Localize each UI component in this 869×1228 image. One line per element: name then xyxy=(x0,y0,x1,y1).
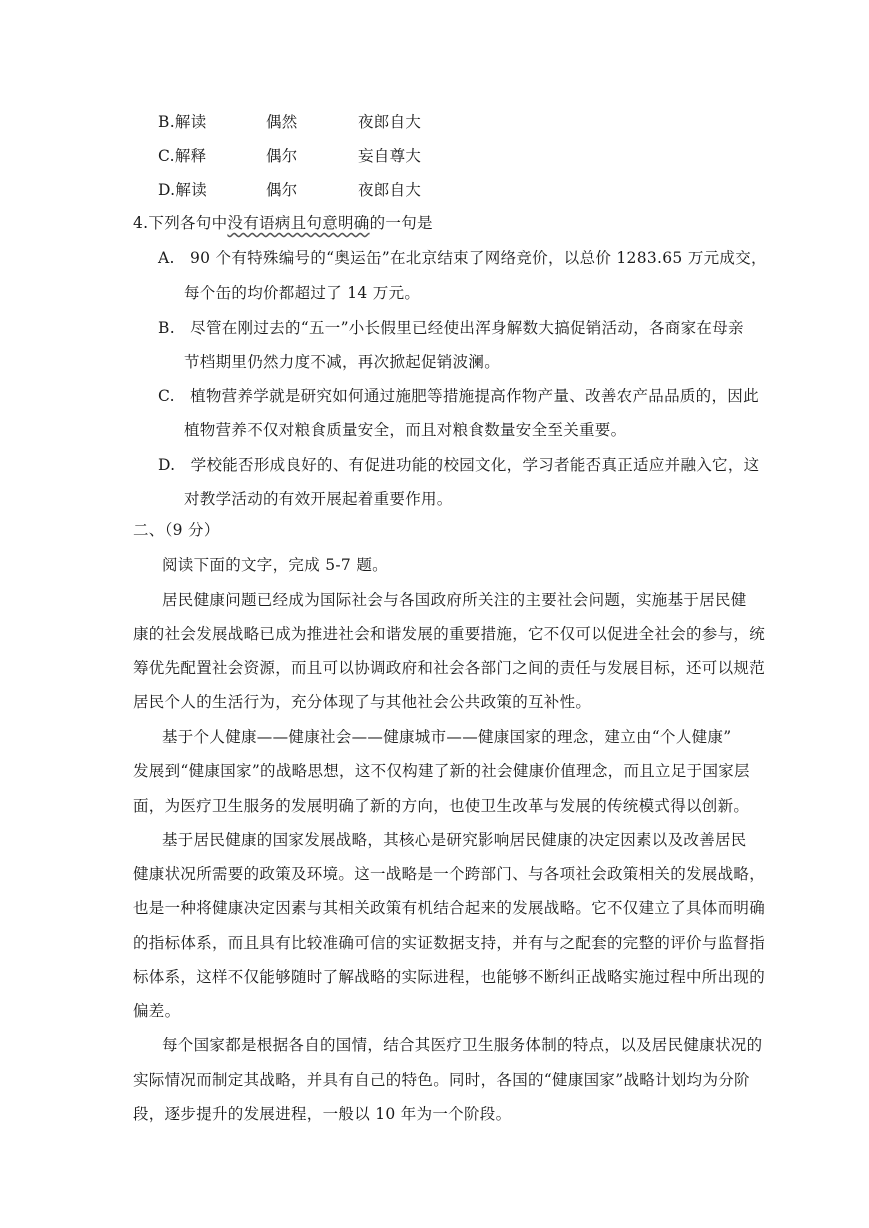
q4-stem xyxy=(133,213,433,233)
option-word: 妄自尊大 xyxy=(358,147,422,165)
passage-line: 筹优先配置社会资源，而且可以协调政府和社会各部门之间的责任与发展目标，还可以规范 xyxy=(133,659,766,677)
q4-option-a-line2: 每个缶的均价都超过了 14 万元。 xyxy=(184,284,421,302)
passage-line: 也是一种将健康决定因素与其相关政策有机结合起来的发展战略。它不仅建立了具体而明确 xyxy=(133,899,766,917)
passage-line: 标体系，这样不仅能够随时了解战略的实际进程，也能够不断纠正战略实施过程中所出现的 xyxy=(133,968,766,986)
option-word: 夜郎自大 xyxy=(358,113,422,131)
passage-line: 发展到“健康国家”的战略思想，这不仅构建了新的社会健康价值理念，而且立足于国家层 xyxy=(133,762,750,780)
q4-stem-prefix: 4.下列各句中 xyxy=(133,214,228,232)
q4-stem-suffix: 的一句是 xyxy=(369,214,433,232)
passage-line: 健康状况所需要的政策及环境。这一战略是一个跨部门、与各项社会政策相关的发展战略， xyxy=(133,865,766,883)
option-letter: D. xyxy=(158,456,176,474)
option-text: 90 个有特殊编号的“奥运缶”在北京结束了网络竞价，以总价 1283.65 万元成交， xyxy=(189,249,767,267)
option-label: D.解读 xyxy=(158,181,208,199)
option-text: 学校能否形成良好的、有促进功能的校园文化，学习者能否真正适应并融入它，这 xyxy=(190,456,760,474)
option-letter: A. xyxy=(158,249,175,267)
passage-line: 居民健康问题已经成为国际社会与各国政府所关注的主要社会问题，实施基于居民健 xyxy=(162,591,747,609)
passage-line: 基于个人健康——健康社会——健康城市——健康国家的理念，建立由“个人健康” xyxy=(162,728,732,746)
option-label: B.解读 xyxy=(158,113,207,131)
option-letter: B. xyxy=(158,319,175,337)
option-word: 偶尔 xyxy=(266,181,298,199)
option-word: 偶然 xyxy=(266,113,298,131)
passage-line: 偏差。 xyxy=(133,1002,181,1020)
section2-heading: 二、（9 分） xyxy=(133,521,220,539)
q4-stem-emphasis: 没有语病且句意明确 xyxy=(227,214,370,232)
passage-line: 段，逐步提升的发展进程，一般以 10 年为一个阶段。 xyxy=(133,1105,512,1123)
passage-line: 康的社会发展战略已成为推进社会和谐发展的重要措施，它不仅可以促进全社会的参与，统 xyxy=(133,625,766,643)
q4-option-a-line1 xyxy=(158,248,767,268)
passage-line: 每个国家都是根据各自的国情，结合其医疗卫生服务体制的特点，以及居民健康状况的 xyxy=(162,1036,763,1054)
q4-option-d-line1 xyxy=(158,455,759,475)
passage-line: 基于居民健康的国家发展战略，其核心是研究影响居民健康的决定因素以及改善居民 xyxy=(162,831,747,849)
q4-option-d-line2: 对教学活动的有效开展起着重要作用。 xyxy=(184,490,453,508)
option-letter: C. xyxy=(158,387,175,405)
q4-option-b-line2: 节档期里仍然力度不减，再次掀起促销波澜。 xyxy=(184,353,501,371)
q4-option-c-line2: 植物营养不仅对粮食质量安全，而且对粮食数量安全至关重要。 xyxy=(184,421,627,439)
option-text: 尽管在刚过去的“五一”小长假里已经使出浑身解数大搞促销活动，各商家在母亲 xyxy=(190,319,744,337)
passage-line: 实际情况而制定其战略，并具有自己的特色。同时，各国的“健康国家”战略计划均为分阶 xyxy=(133,1071,750,1089)
section2-instruction: 阅读下面的文字，完成 5-7 题。 xyxy=(162,556,388,574)
option-word: 偶尔 xyxy=(266,147,298,165)
q4-option-c-line1 xyxy=(158,386,759,406)
option-text: 植物营养学就是研究如何通过施肥等措施提高作物产量、改善农产品品质的，因此 xyxy=(190,387,759,405)
passage-line: 的指标体系，而且具有比较准确可信的实证数据支持，并有与之配套的完整的评价与监督指 xyxy=(133,934,766,952)
q4-option-b-line1 xyxy=(158,318,744,338)
passage-line: 面，为医疗卫生服务的发展明确了新的方向，也使卫生改革与发展的传统模式得以创新。 xyxy=(133,797,750,815)
passage-line: 居民个人的生活行为，充分体现了与其他社会公共政策的互补性。 xyxy=(133,693,592,711)
option-word: 夜郎自大 xyxy=(358,181,422,199)
option-label: C.解释 xyxy=(158,147,207,165)
